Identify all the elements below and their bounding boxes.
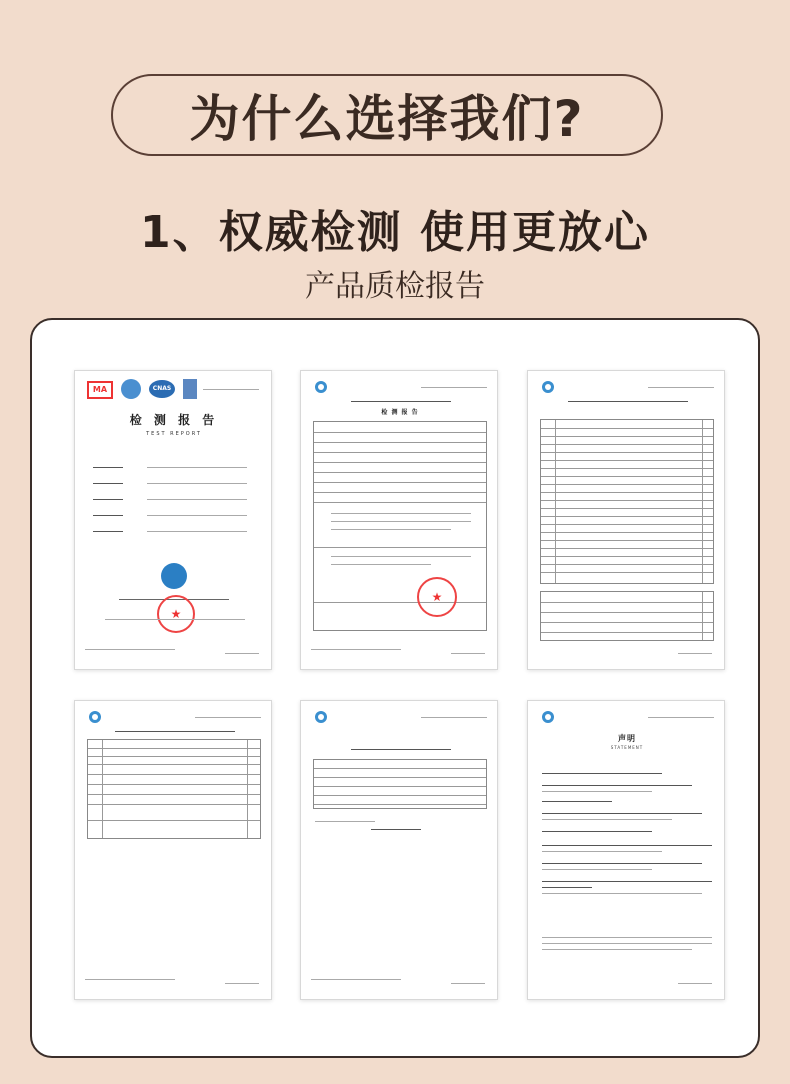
- intl-mark: [183, 379, 197, 399]
- section-caption: 产品质检报告: [305, 269, 485, 304]
- sample-table: [313, 759, 487, 809]
- summary-table: [313, 421, 487, 631]
- ma-logo: MA: [87, 381, 113, 399]
- statement-document: [527, 700, 725, 1000]
- section-title: 1、权威检测 使用更放心: [140, 207, 650, 258]
- heading-pill: [111, 74, 663, 156]
- results-table: [540, 419, 714, 584]
- report-summary-document: [300, 370, 498, 670]
- report-title-en: TEST REPORT: [146, 431, 202, 437]
- report-title: 检 测 报 告: [129, 413, 219, 427]
- red-stamp: [417, 577, 457, 617]
- reports-card: [30, 318, 760, 1058]
- cqc-logo: [315, 711, 327, 723]
- cnas-logo: CNAS: [149, 380, 175, 398]
- report-results-document: [527, 370, 725, 670]
- cqc-logo: [315, 381, 327, 393]
- red-stamp: [157, 595, 195, 633]
- cqc-logo: [161, 563, 187, 589]
- ilac-icon: [121, 379, 141, 399]
- report-page-document: [74, 700, 272, 1000]
- statement-title-en: STATEMENT: [610, 745, 644, 750]
- cqc-logo: [89, 711, 101, 723]
- cqc-logo: [542, 381, 554, 393]
- results-table-2: [540, 591, 714, 641]
- report-cover-document: [74, 370, 272, 670]
- statement-title: 声明: [618, 733, 636, 743]
- sample-photo-document: [300, 700, 498, 1000]
- heading-title: 为什么选择我们?: [189, 90, 585, 148]
- cqc-logo: [542, 711, 554, 723]
- report-title: 检 测 报 告: [381, 409, 419, 416]
- results-table: [87, 739, 261, 839]
